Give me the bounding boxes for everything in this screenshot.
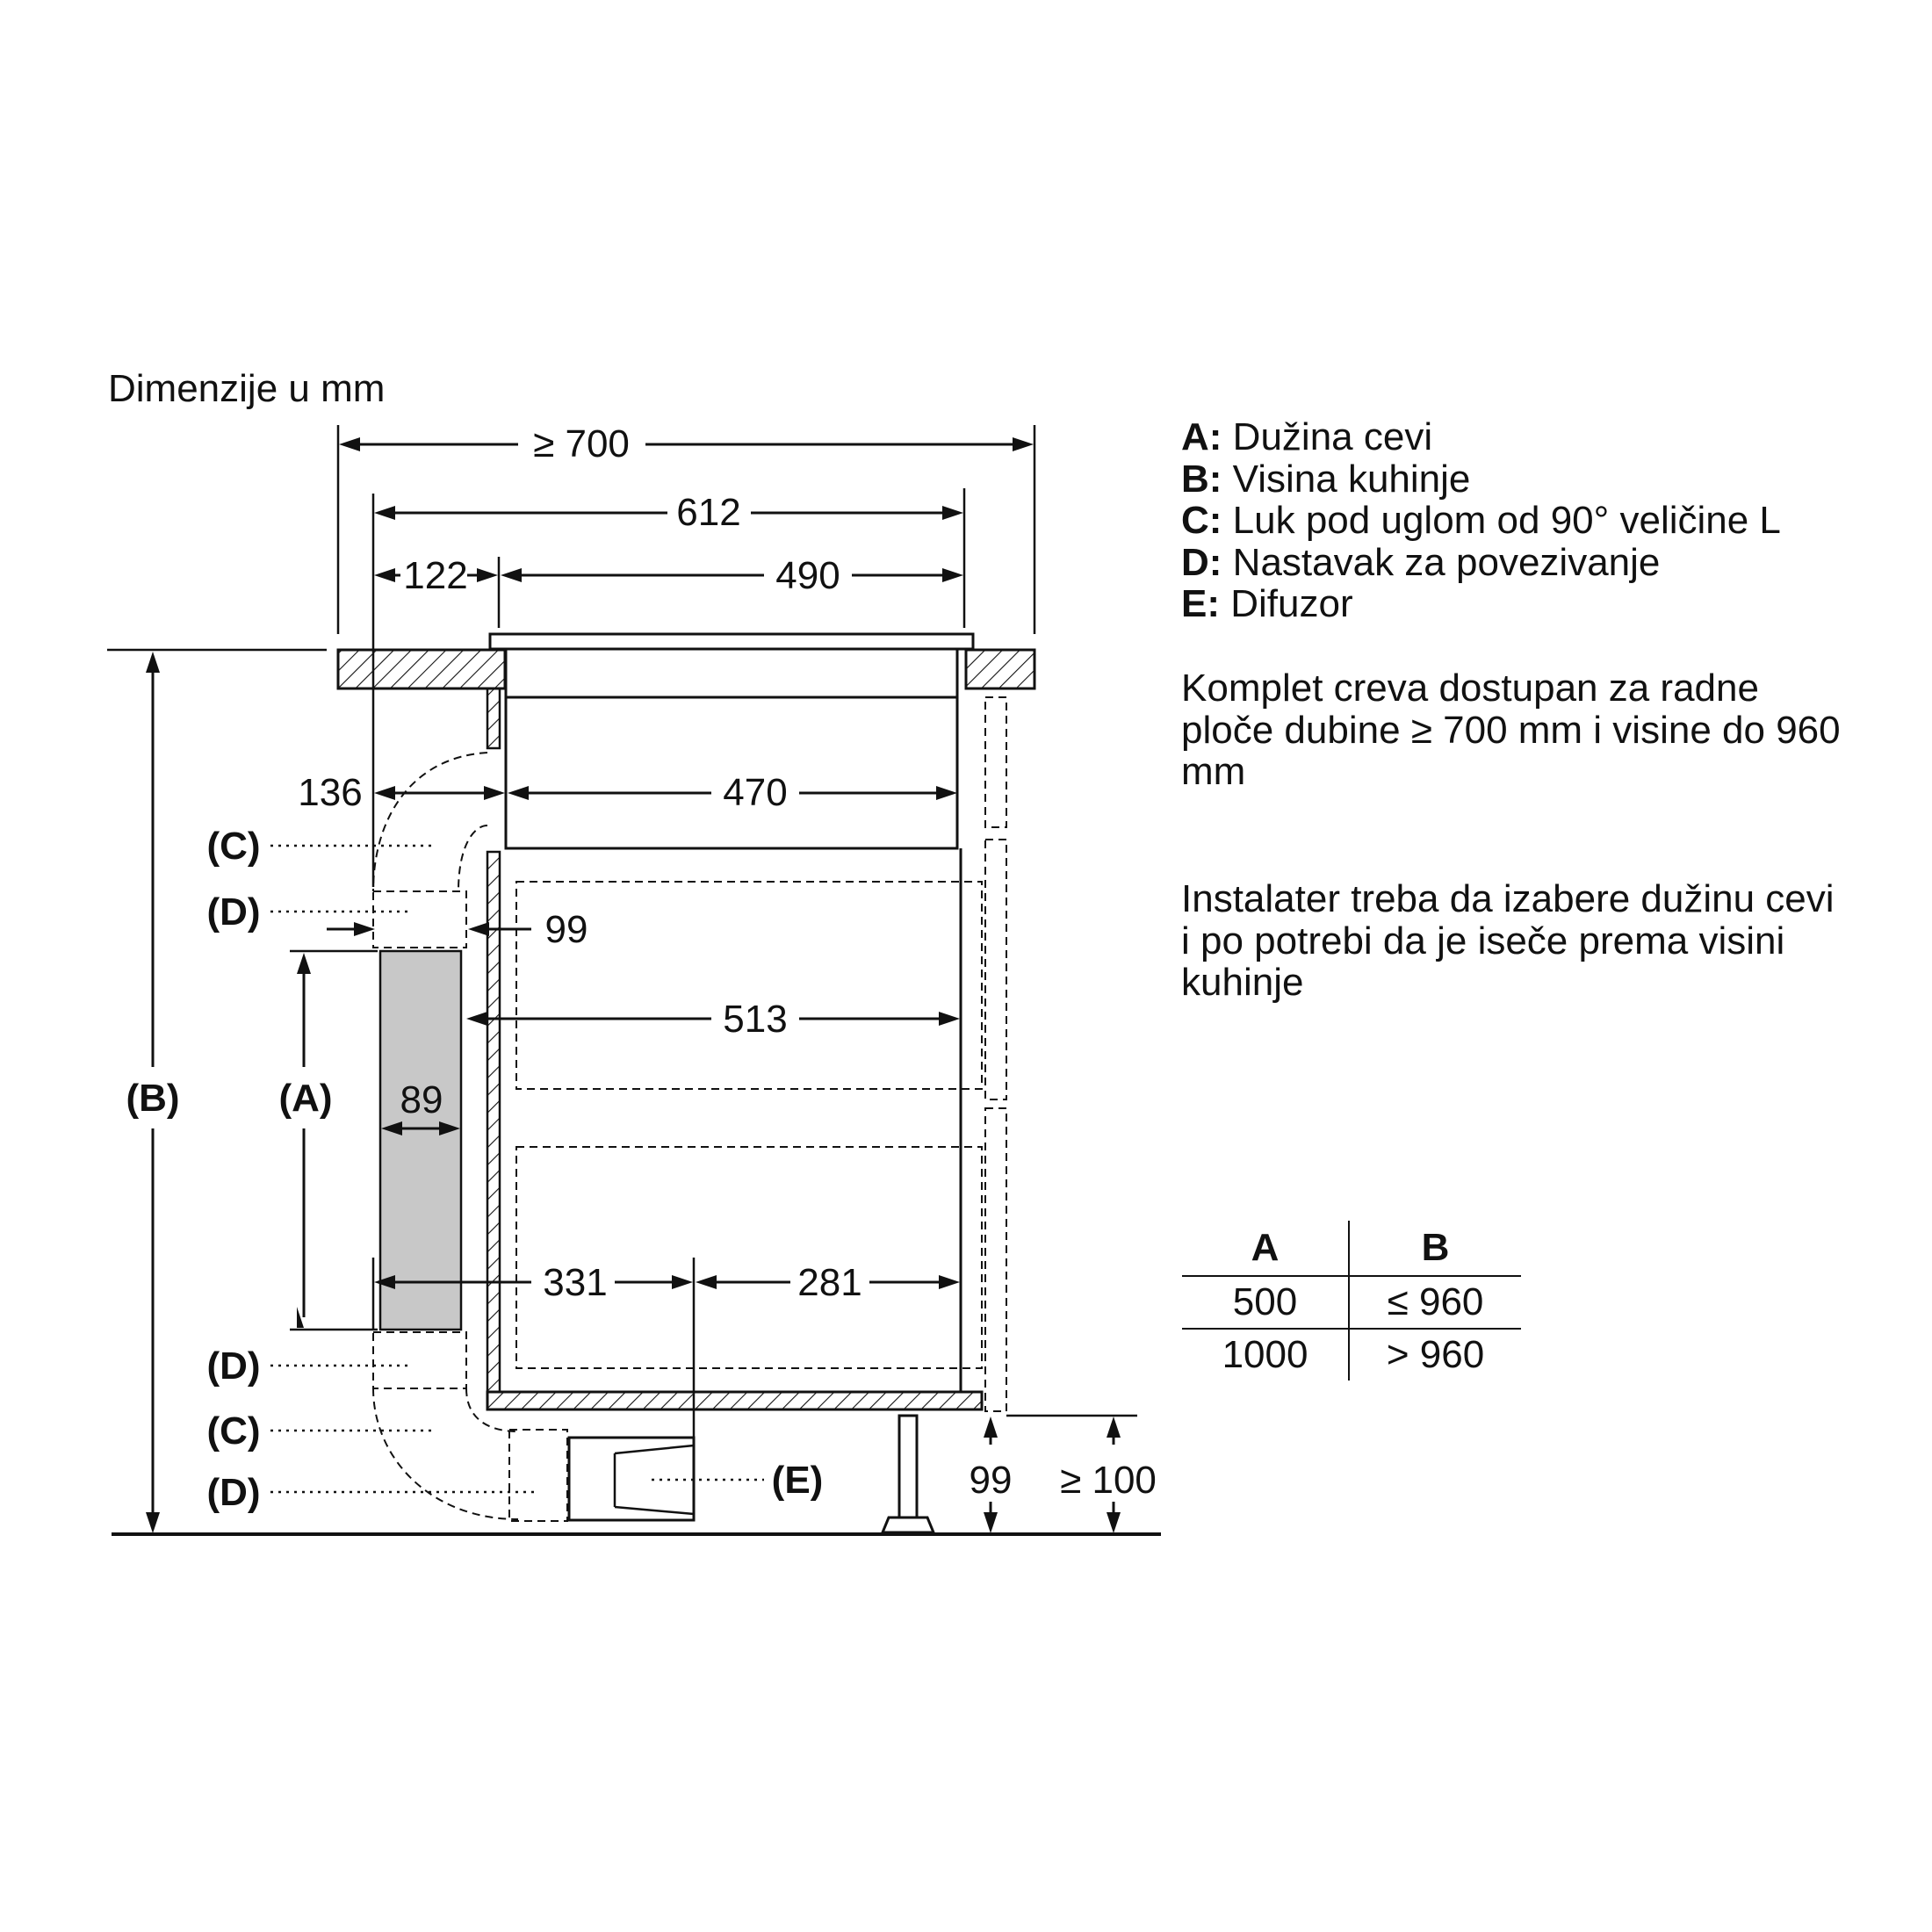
note-installer: Instalater treba da izabere dužinu cevi i po potrebi da je iseče prema visini kuhinje [1181,877,1835,1004]
legend-key: E: [1181,582,1220,625]
dim-470-label: 470 [723,771,788,814]
cabinet-bottom-panel [487,1392,982,1409]
legend-text: Difuzor [1230,582,1353,625]
legend [1181,416,1781,625]
arrow-99b-bottom [984,1512,998,1533]
legend-item-a [1181,416,1781,458]
table-header-row [1182,1221,1521,1277]
legend-key: C: [1181,499,1222,542]
arrow-513-right [939,1012,960,1026]
arrow-100-bottom [1107,1512,1121,1533]
arrow-122-right [477,568,498,582]
table-row [1182,1277,1521,1330]
elbow-upper [373,753,487,891]
legend-text: Nastavak za povezivanje [1232,540,1661,584]
callout-c-upper: (C) [206,825,261,868]
dim-122-label: 122 [403,554,468,597]
table-cell: ≤ 960 [1387,1280,1484,1323]
dim-513-label: 513 [723,998,788,1041]
table-cell: > 960 [1386,1333,1485,1376]
legend-key: B: [1181,457,1222,501]
arrow-612-right [942,506,963,520]
table-row [1182,1330,1521,1381]
callout-a: (A) [278,1077,333,1120]
legend-key: D: [1181,540,1222,584]
callout-e: (E) [771,1459,824,1502]
callout-d-middle: (D) [206,1344,261,1388]
worktop-left [338,650,505,688]
callout-d-upper: (D) [206,890,261,934]
cabinet-leg [899,1416,917,1519]
arrow-700-right [1013,437,1034,451]
door-front-2 [985,840,1006,1099]
drawer-lower [516,1147,982,1368]
arrow-700-left [339,437,360,451]
duct-length-table [1182,1221,1521,1381]
page-title: Dimenzije u mm [108,367,386,410]
dim-136-label: 136 [298,771,363,814]
legend-item-d [1181,542,1781,584]
connector-upper [373,891,466,948]
legend-text: Luk pod uglom od 90° veličine L [1232,499,1781,542]
arrow-281-right [939,1275,960,1289]
legend-item-c [1181,500,1781,542]
legend-text: Visina kuhinje [1232,457,1471,501]
cabinet-leg-foot [883,1517,934,1532]
door-front-3 [985,1108,1006,1411]
callout-c-lower: (C) [206,1409,261,1453]
connector-lower [373,1332,466,1388]
arrow-99a-left [354,922,375,936]
duct-pipe [380,951,461,1330]
arrow-136-right [484,786,505,800]
legend-text: Dužina cevi [1232,415,1433,458]
dim-490-label: 490 [775,554,840,597]
dim-281-label: 281 [797,1261,862,1304]
dim-99a-label: 99 [544,908,588,951]
legend-key: A: [1181,415,1222,458]
worktop-right [966,650,1034,688]
dim-99b-label: 99 [969,1459,1013,1502]
dim-100-label: ≥ 100 [1060,1459,1157,1502]
dim-700-label: ≥ 700 [533,422,630,465]
callout-d-lower: (D) [206,1471,261,1514]
dim-331-label: 331 [543,1261,608,1304]
cabinet-side-panel [487,852,500,1392]
table-header-a: A [1182,1221,1350,1275]
cooktop-glass [490,634,973,649]
cooktop-frame [506,649,957,697]
arrow-612-left [374,506,395,520]
table-header-b: B [1421,1226,1450,1269]
note-hose-kit: Komplet creva dostupan za radne ploče dubine ≥ 700 mm i visine do 960 mm [1181,667,1841,793]
cabinet-side-top-stub [487,688,500,748]
legend-item-b [1181,458,1781,501]
dim-612-label: 612 [676,491,741,534]
table-cell: 500 [1182,1277,1350,1328]
arrow-b-bottom [146,1512,160,1533]
arrow-490-right [942,568,963,582]
arrow-331-right [672,1275,693,1289]
table-cell: 1000 [1182,1330,1350,1381]
callout-b: (B) [126,1077,180,1120]
connector-bottom [509,1430,567,1521]
dim-89-label: 89 [400,1078,443,1121]
legend-item-e [1181,583,1781,625]
door-front-1 [985,697,1006,827]
